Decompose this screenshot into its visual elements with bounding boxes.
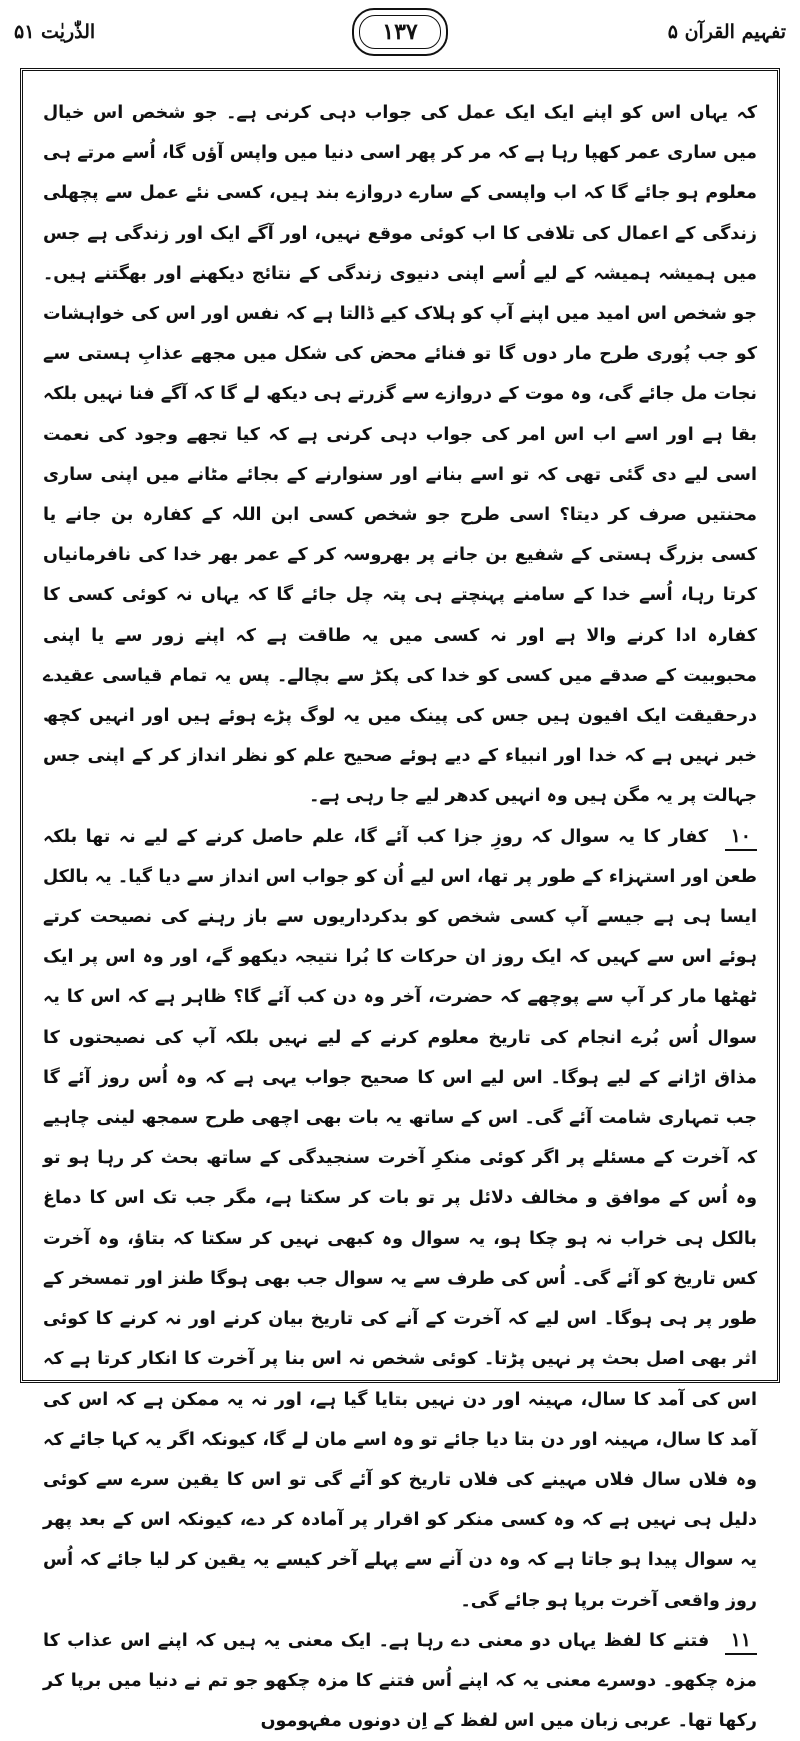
page-number-frame	[352, 8, 448, 56]
paragraph-continuation	[43, 93, 757, 817]
page-number: ۱۳۷	[359, 15, 441, 49]
page-header	[14, 8, 786, 56]
body-text	[43, 93, 757, 1741]
footnote-paragraph	[43, 1621, 757, 1741]
paragraph-text: کفار کا یہ سوال کہ روزِ جزا کب آئے گا، علم حاصل کرنے کے لیے نہ تھا بلکہ طعن اور استہزاء کے طور پر تھا، اس لیے اُن کو جواب اس انداز سے دیا گیا۔ یہ بالکل ایسا ہی ہے جیسے آپ کسی شخص کو بدکرداریوں سے باز رہنے کی نصیحت کرتے ہوئے اس سے کہیں کہ ایک روز ان حرکات کا بُرا نتیجہ دیکھو گے، اور وہ اس پر ایک ٹھٹھا مار کر آپ سے پوچھے کہ حضرت، آخر وہ دن کب آئے گا؟ ظاہر ہے کہ اس کا یہ سوال اُس بُرے انجام کی تاریخ معلوم کرنے کے لیے نہیں بلکہ آپ کی نصیحتوں کا مذاق اڑانے کے لیے ہوگا۔ اس لیے اس کا صحیح جواب یہی ہے کہ وہ اُس روز آئے گا جب تمہاری شامت آئے گی۔ اس کے ساتھ یہ بات بھی اچھی طرح سمجھ لینی چاہیے کہ آخرت کے مسئلے پر اگر کوئی منکرِ آخرت سنجیدگی کے ساتھ بحث کر رہا ہو تو وہ اُس کے موافق و مخالف دلائل پر تو بات کر سکتا ہے، مگر جب تک اس کا دماغ بالکل ہی خراب نہ ہو چکا ہو، یہ سوال وہ کبھی نہیں کر سکتا کہ بتاؤ، وہ آخرت کس تاریخ کو آئے گی۔ اُس کی طرف سے یہ سوال جب بھی ہوگا طنز اور تمسخر کے طور پر ہی ہوگا۔ اس لیے کہ آخرت کے آنے کی تاریخ بیان کرنے اور نہ کرنے کا کوئی اثر بھی اصل بحث پر نہیں پڑتا۔ کوئی شخص نہ اس بنا پر آخرت کا انکار کرتا ہے کہ اس کی آمد کا سال، مہینہ اور دن نہیں بتایا گیا ہے، اور نہ یہ ممکن ہے کہ اس کی آمد کا سال، مہینہ اور دن بتا دیا جائے تو وہ اسے مان لے گا، کیونکہ اگر یہ کہا جائے کہ وہ فلاں سال فلاں مہینے کی فلاں تاریخ کو آئے گی تو اس کا یقین سرے سے کوئی دلیل ہی نہیں ہے کہ وہ کسی منکر کو اقرار پر آمادہ کر دے، کیونکہ اس کے بعد پھر یہ سوال پیدا ہو جاتا ہے کہ وہ دن آنے سے پہلے آخر کیسے یہ یقین کر لیا جائے کہ اُس روز واقعی آخرت برپا ہو جائے گی۔	[43, 826, 757, 1611]
text-frame	[20, 68, 780, 1732]
paragraph-text: کہ یہاں اس کو اپنے ایک ایک عمل کی جواب دہی کرنی ہے۔ جو شخص اس خیال میں ساری عمر کھپا رہا ہے کہ مر کر پھر اسی دنیا میں واپس آؤں گا، اُسے مرتے ہی معلوم ہو جائے گا کہ اب واپسی کے سارے دروازے بند ہیں، کسی نئے عمل سے پچھلی زندگی کے اعمال کی تلافی کا اب کوئی موقع نہیں، اور آگے ایک اور زندگی ہے جس میں ہمیشہ ہمیشہ کے لیے اُسے اپنی دنیوی زندگی کے نتائج دیکھنے اور بھگتنے ہیں۔ جو شخص اس امید میں اپنے آپ کو ہلاک کیے ڈالتا ہے کہ نفس اور اس کی خواہشات کو جب پُوری طرح مار دوں گا تو فنائے محض کی شکل میں مجھے عذابِ ہستی سے نجات مل جائے گی، وہ موت کے دروازے سے گزرتے ہی دیکھ لے گا کہ آگے فنا نہیں بلکہ بقا ہے اور اسے اب اس امر کی جواب دہی کرنی ہے کہ کیا تجھے وجود کی نعمت اسی لیے دی گئی تھی کہ تو اسے بنانے اور سنوارنے کے بجائے مٹانے میں اپنی ساری محنتیں صرف کر دیتا؟ اسی طرح جو شخص کسی ابن اللہ کے کفارہ بن جانے یا کسی بزرگ ہستی کے شفیع بن جانے پر بھروسہ کر کے عمر بھر خدا کی نافرمانیاں کرتا رہا، اُسے خدا کے سامنے پہنچتے ہی پتہ چل جائے گا کہ یہاں نہ کوئی کسی کا کفارہ ادا کرنے والا ہے اور نہ کسی میں یہ طاقت ہے کہ اپنے زور سے یا اپنی محبوبیت کے صدقے میں کسی کو خدا کی پکڑ سے بچالے۔ پس یہ تمام قیاسی عقیدے درحقیقت ایک افیون ہیں جس کی پینک میں یہ لوگ پڑے ہوئے ہیں اور انہیں کچھ خبر نہیں ہے کہ خدا اور انبیاء کے دیے ہوئے صحیح علم کو نظر انداز کر کے اپنی جس جہالت پر یہ مگن ہیں وہ انہیں کدھر لیے جا رہی ہے۔	[43, 103, 757, 807]
surah-title: الذّٰریٰت ۵۱	[14, 21, 96, 43]
paragraph-text: فتنے کا لفظ یہاں دو معنی دے رہا ہے۔ ایک معنی یہ ہیں کہ اپنے اس عذاب کا مزہ چکھو۔ دوسرے معنی یہ کہ اپنے اُس فتنے کا مزہ چکھو جو تم نے دنیا میں برپا کر رکھا تھا۔ عربی زبان میں اس لفظ کے اِن دونوں مفہوموں	[43, 1630, 757, 1732]
footnote-number: ۱۱	[725, 1627, 757, 1655]
footnote-number: ۱۰	[725, 823, 757, 851]
footnote-paragraph	[43, 817, 757, 1621]
book-title: تفہیم القرآن ۵	[667, 21, 786, 43]
